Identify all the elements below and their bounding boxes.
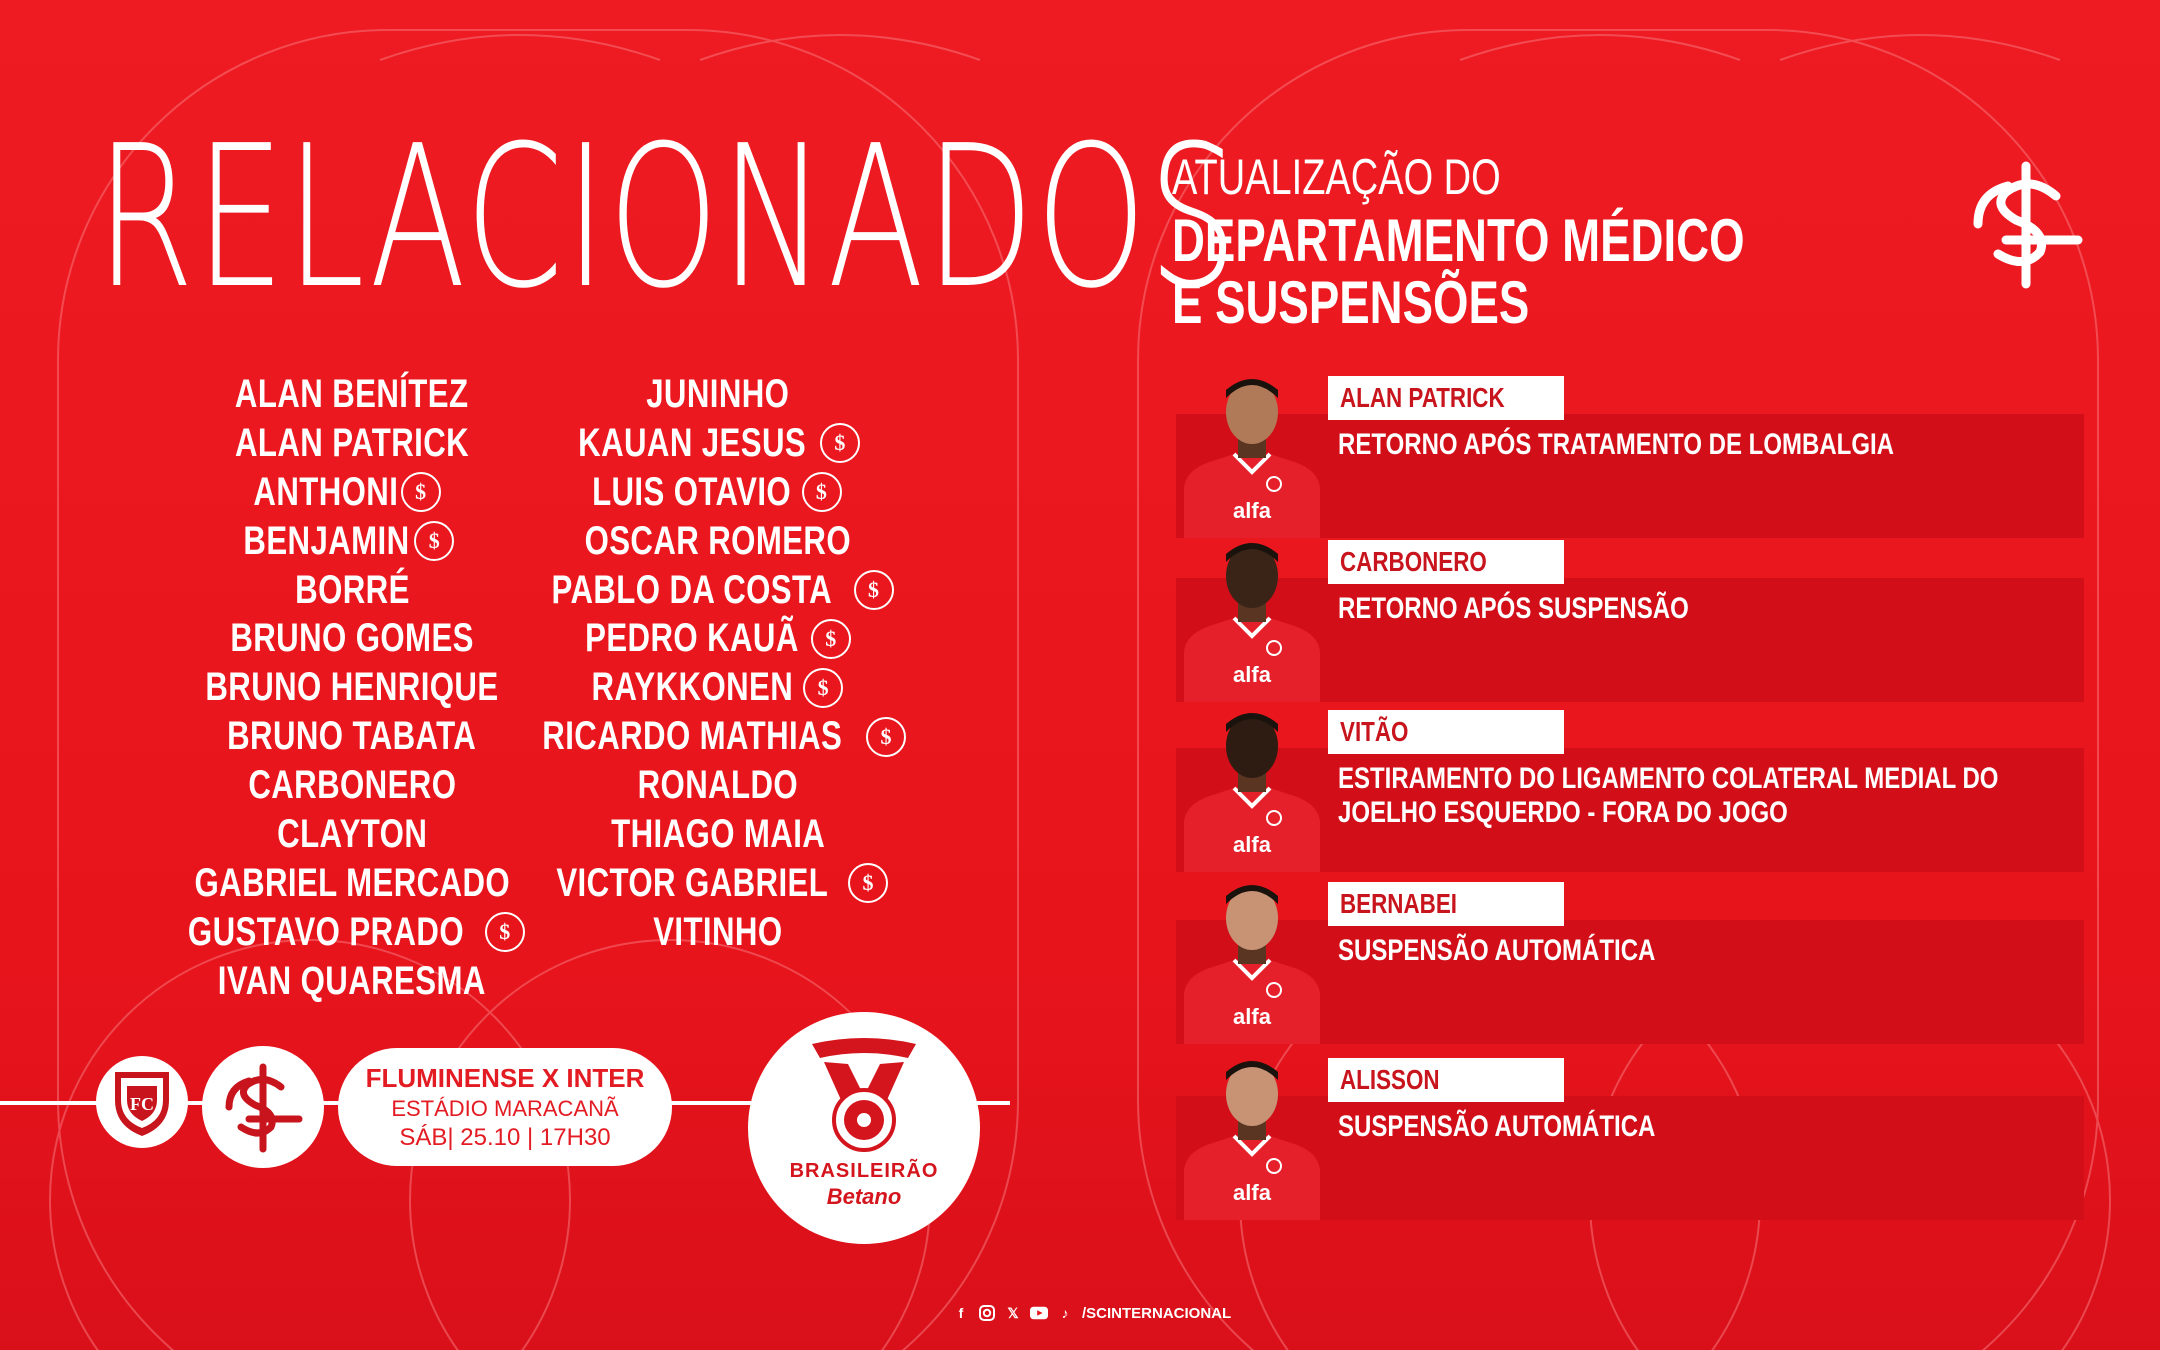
youth-badge-icon: $ [866, 717, 906, 757]
player-name: BRUNO GOMES [230, 616, 474, 661]
player-row [142, 370, 562, 419]
player-row [142, 712, 562, 761]
player-list-left [142, 370, 562, 1006]
card-description-text: RETORNO APÓS SUSPENSÃO [1338, 592, 1689, 625]
card-player-name-text: BERNABEI [1340, 888, 1457, 919]
player-row [508, 810, 928, 859]
player-row [142, 614, 562, 663]
player-name: ALAN PATRICK [234, 420, 470, 465]
medical-title-line2: DEPARTAMENTO MÉDICO [1172, 207, 1745, 274]
player-name: GABRIEL MERCADO [194, 860, 510, 905]
player-row [508, 566, 928, 615]
player-list-right [508, 370, 928, 957]
match-datetime: SÁB| 25.10 | 17H30 [399, 1123, 611, 1151]
medical-card [1176, 1064, 2084, 1220]
medical-title-line1: ATUALIZAÇÃO DO [1172, 149, 1501, 205]
player-name: PEDRO KAUÃ [585, 616, 799, 661]
social-handle[interactable]: /SCINTERNACIONAL [1082, 1304, 1232, 1322]
svg-text:alfa: alfa [1233, 1004, 1271, 1029]
player-name: KAUAN JESUS [578, 420, 806, 465]
player-row [142, 908, 562, 957]
player-name: VICTOR GABRIEL [556, 860, 828, 905]
player-row [142, 468, 562, 517]
player-row [508, 908, 928, 957]
card-player-name [1328, 1058, 1564, 1102]
card-description-text: ESTIRAMENTO DO LIGAMENTO COLATERAL MEDIAL DO JOELHO ESQUERDO - FORA DO JOGO [1338, 762, 1999, 829]
card-description [1338, 1110, 2078, 1144]
player-row [142, 859, 562, 908]
player-row [142, 566, 562, 615]
youth-badge-icon: $ [414, 521, 454, 561]
facebook-icon[interactable]: f [958, 1305, 964, 1321]
card-description [1338, 762, 2078, 830]
player-name: BORRÉ [294, 567, 410, 612]
medical-title-line3: E SUSPENSÕES [1172, 269, 1530, 336]
player-name: THIAGO MAIA [610, 811, 826, 856]
player-row [508, 614, 928, 663]
svg-text:alfa: alfa [1233, 832, 1271, 857]
match-info [338, 1048, 672, 1166]
youth-badge-icon: $ [802, 472, 842, 512]
medical-title [1172, 148, 1925, 336]
card-description-text: SUSPENSÃO AUTOMÁTICA [1338, 1110, 1656, 1143]
player-photo [1176, 702, 1328, 872]
player-row [142, 517, 562, 566]
player-row [142, 810, 562, 859]
player-name: VITINHO [653, 909, 783, 954]
player-row [508, 761, 928, 810]
league-name: BRASILEIRÃO [789, 1160, 939, 1182]
player-row [508, 517, 928, 566]
card-description [1338, 428, 2078, 462]
player-name: ALAN BENÍTEZ [235, 371, 469, 416]
player-name: BRUNO HENRIQUE [205, 665, 499, 710]
card-description-text: SUSPENSÃO AUTOMÁTICA [1338, 934, 1656, 967]
internacional-crest-icon [202, 1046, 324, 1168]
card-player-name-text: ALISSON [1340, 1064, 1440, 1095]
player-row [508, 370, 928, 419]
player-row [142, 761, 562, 810]
player-photo [1176, 368, 1328, 538]
medical-card [1176, 382, 2084, 538]
medical-card [1176, 716, 2084, 872]
card-player-name-text: ALAN PATRICK [1340, 382, 1505, 413]
player-row [142, 419, 562, 468]
player-name: JUNINHO [646, 371, 790, 416]
player-row [508, 663, 928, 712]
youth-badge-icon: $ [485, 912, 525, 952]
x-icon[interactable]: 𝕏 [1007, 1304, 1019, 1321]
league-sponsor: Betano [826, 1184, 902, 1209]
player-row [508, 419, 928, 468]
card-player-name [1328, 882, 1564, 926]
medical-card [1176, 888, 2084, 1044]
player-name: OSCAR ROMERO [584, 518, 852, 563]
card-player-name-text: CARBONERO [1340, 546, 1487, 577]
player-name: BRUNO TABATA [227, 714, 477, 759]
match-venue: ESTÁDIO MARACANÃ [391, 1095, 619, 1121]
card-player-name [1328, 376, 1564, 420]
player-name: ANTHONI [253, 469, 399, 514]
svg-text:alfa: alfa [1233, 1180, 1271, 1205]
brasileirao-logo [748, 1012, 980, 1244]
card-player-name [1328, 710, 1564, 754]
tiktok-icon[interactable]: ♪ [1061, 1305, 1069, 1321]
fluminense-crest-icon [96, 1056, 188, 1148]
player-name: CARBONERO [247, 763, 457, 808]
card-player-name-text: VITÃO [1340, 716, 1409, 747]
player-name: PABLO DA COSTA [551, 567, 833, 612]
instagram-icon[interactable] [978, 1304, 996, 1322]
card-description [1338, 592, 2078, 626]
youth-badge-icon: $ [854, 570, 894, 610]
svg-text:alfa: alfa [1233, 498, 1271, 523]
player-row [142, 957, 562, 1006]
youth-badge-icon: $ [811, 619, 851, 659]
youth-badge-icon: $ [401, 472, 441, 512]
youth-badge-icon: $ [820, 423, 860, 463]
social-footer [952, 1304, 1231, 1322]
medical-card [1176, 546, 2084, 702]
player-name: RICARDO MATHIAS [542, 714, 842, 759]
player-row [142, 663, 562, 712]
player-name: BENJAMIN [242, 518, 410, 563]
player-photo [1176, 532, 1328, 702]
card-description [1338, 934, 2078, 968]
player-name: LUIS OTAVIO [592, 469, 792, 514]
match-teams: FLUMINENSE X INTER [365, 1062, 645, 1093]
youtube-icon[interactable] [1030, 1304, 1048, 1322]
player-row [508, 859, 928, 908]
svg-text:alfa: alfa [1233, 662, 1271, 687]
player-name: RONALDO [637, 763, 799, 808]
player-name: IVAN QUARESMA [218, 958, 486, 1003]
player-name: GUSTAVO PRADO [187, 909, 465, 954]
card-description-text: RETORNO APÓS TRATAMENTO DE LOMBALGIA [1338, 428, 1894, 461]
trophy-icon [804, 1034, 924, 1160]
page-title: RELACIONADOS [96, 104, 1240, 332]
internacional-logo-icon [1964, 160, 2088, 290]
youth-badge-icon: $ [848, 863, 888, 903]
player-name: RAYKKONEN [591, 665, 793, 710]
player-row [508, 468, 928, 517]
player-photo [1176, 1050, 1328, 1220]
player-name: CLAYTON [276, 811, 428, 856]
youth-badge-icon: $ [803, 668, 843, 708]
svg-text:FC: FC [130, 1094, 154, 1114]
player-row [508, 712, 928, 761]
player-photo [1176, 874, 1328, 1044]
card-player-name [1328, 540, 1564, 584]
